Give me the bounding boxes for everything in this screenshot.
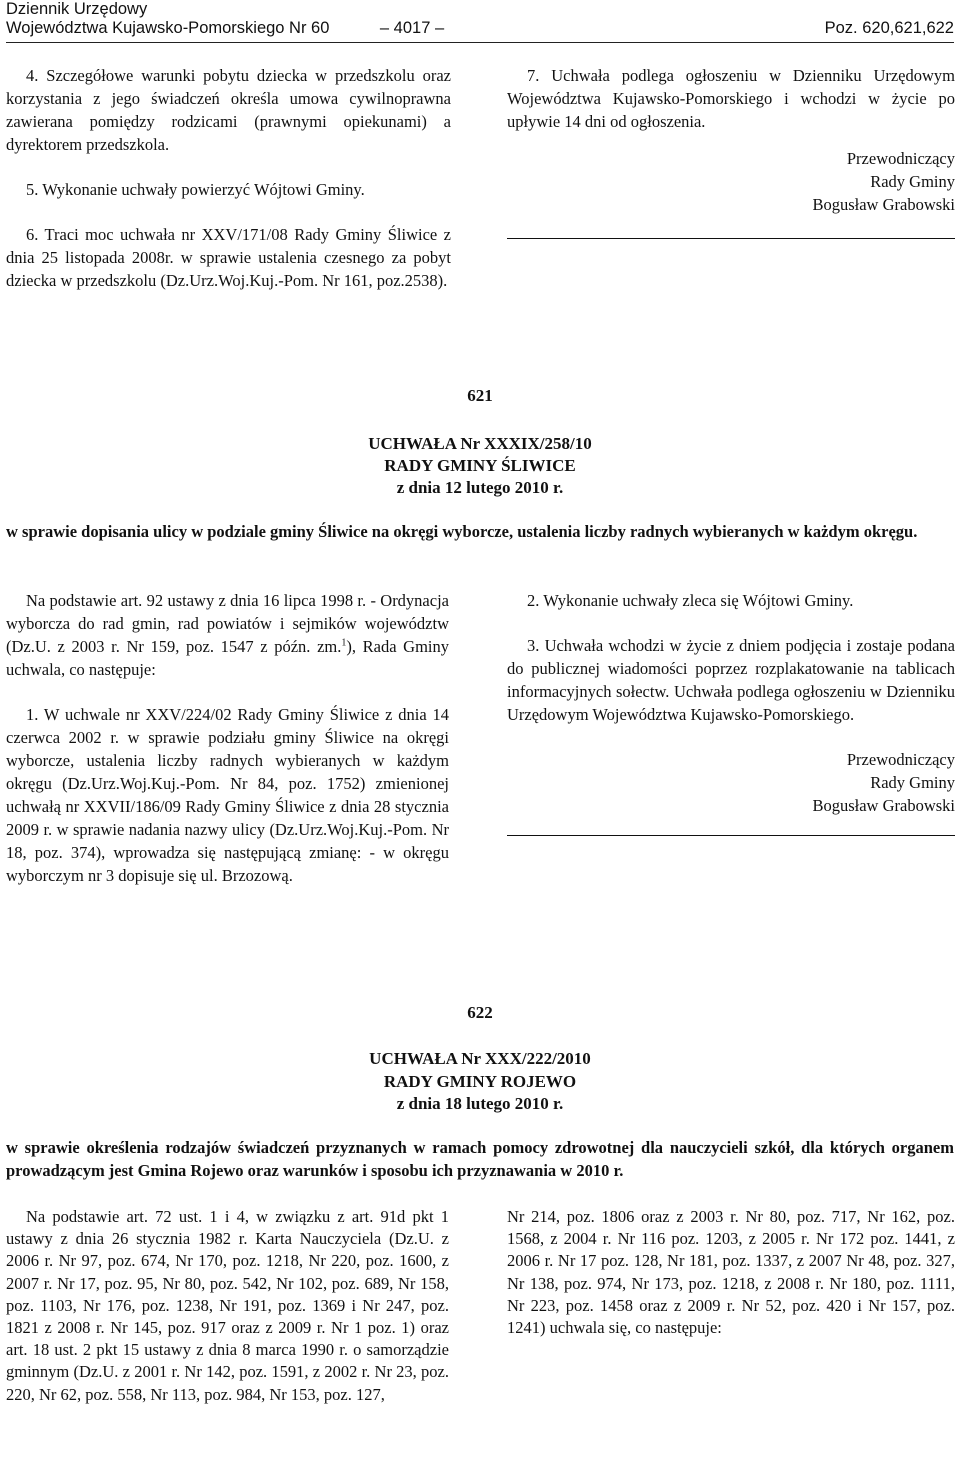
section-end-rule xyxy=(507,835,955,836)
resolution-622-council: RADY GMINY ROJEWO xyxy=(383,1072,577,1091)
header-divider xyxy=(6,42,954,43)
basis-text-a: Na podstawie art. 92 ustawy z dnia 16 lipca 1998 r. - Ordynacja wyborcza do rad gmin, rad powiatów i sejmików województw (Dz.U. z 2003 r. Nr 159, poz. 1547 z późn. zm. xyxy=(6,591,449,656)
resolution-621-council: RADY GMINY ŚLIWICE xyxy=(384,456,576,475)
journal-title-line2: Województwa Kujawsko-Pomorskiego Nr 60 xyxy=(6,19,330,37)
paragraph-4: 4. Szczegółowe warunki pobytu dziecka w przedszkolu oraz korzystania z jego świadczeń określa umowa cywilnoprawna zawierana pomiędzy rodzicami (prawnymi opiekunami) a dyrektorem przedszkola. xyxy=(6,66,451,154)
signature-body: Rady Gminy xyxy=(870,172,955,191)
resolution-621-number: 621 xyxy=(467,386,493,405)
journal-title-line1: Dziennik Urzędowy xyxy=(6,0,148,18)
resolution-621-basis xyxy=(6,589,449,681)
top-right-column xyxy=(507,64,955,239)
signature-title: Przewodniczący xyxy=(846,750,955,769)
section-end-rule xyxy=(507,238,955,239)
resolution-622-title: UCHWAŁA Nr XXX/222/2010 xyxy=(369,1049,591,1068)
resolution-622-subject: w sprawie określenia rodzajów świadczeń przyznanych w ramach pomocy zdrowotnej dla nauczycieli szkół, dla których organem prowadzącym jest Gmina Rojewo oraz warunków i sposobu ich przyznawania w 2010 r. xyxy=(6,1138,954,1180)
signature-name: Bogusław Grabowski xyxy=(812,796,955,815)
signature-name: Bogusław Grabowski xyxy=(812,195,955,214)
resolution-621-subject: w sprawie dopisania ulicy w podziale gminy Śliwice na okręgi wyborcze, ustalenia liczby radnych wybieranych w każdym okręgu. xyxy=(6,522,918,541)
signature-title: Przewodniczący xyxy=(846,149,955,168)
position-numbers: Poz. 620,621,622 xyxy=(824,19,954,37)
resolution-621-left-column xyxy=(6,589,449,887)
paragraph-7: 7. Uchwała podlega ogłoszeniu w Dzienniku Urzędowym Województwa Kujawsko-Pomorskiego i wchodzi w życie po upływie 14 dni od ogłoszenia. xyxy=(507,66,955,131)
resolution-621-title: UCHWAŁA Nr XXXIX/258/10 xyxy=(368,434,592,453)
resolution-622-date: z dnia 18 lutego 2010 r. xyxy=(396,1094,564,1113)
resolution-621-section-1: 1. W uchwale nr XXV/224/02 Rady Gminy Śliwice z dnia 14 czerwca 2002 r. w sprawie podziału gminy Śliwice na okręgi wyborcze, ustalenia liczby radnych wybieranych w każdym okręgu (Dz.Urz.Woj.Kuj.-Pom. Nr 84, poz. 1752) zmienionej uchwałą nr XXVII/186/09 Rady Gminy Śliwice z dnia 28 stycznia 2009 r. w sprawie nadania nazwy ulicy (Dz.Urz.Woj.Kuj.-Pom. Nr 18, poz. 374), wprowadza się następującą zmianę: - w okręgu wyborczym nr 3 dopisuje się ul. Brzozową. xyxy=(6,705,449,885)
resolution-621-right-column xyxy=(507,589,955,836)
resolution-621-section-3: 3. Uchwała wchodzi w życie z dniem podjęcia i zostaje podana do publicznej wiadomości poprzez rozplakatowanie na tablicach informacyjnych sołectw. Uchwała podlega ogłoszeniu w Dzienniku Urzędowym Województwa Kujawsko-Pomorskiego. xyxy=(507,636,955,724)
basis-text-b: ), Rada Gminy uchwala, co następuje: xyxy=(6,637,449,679)
signature-block-620 xyxy=(507,147,955,216)
resolution-622-basis-part1: Na podstawie art. 72 ust. 1 i 4, w związku z art. 91d pkt 1 ustawy z dnia 26 stycznia 1982 r. Karta Nauczyciela (Dz.U. z 2006 r. Nr 97, poz. 674, Nr 170, poz. 1218, Nr 220, poz. 1600, z 2007 r. Nr 17, poz. 95, Nr 80, poz. 542, Nr 102, poz. 689, Nr 158, poz. 1103, Nr 176, poz. 1238, Nr 191, poz. 1369 i Nr 247, poz. 1821 z 2008 r. Nr 145, poz. 917 oraz z 2009 r. Nr 1 poz. 1) oraz art. 18 ust. 2 pkt 15 ustawy z dnia 8 marca 1990 r. o samorządzie gminnym (Dz.U. z 2001 r. Nr 142, poz. 1591, z 2002 r. Nr 23, poz. 220, Nr 62, poz. 558, Nr 113, poz. 984, Nr 153, poz. 127, xyxy=(6,1207,449,1404)
paragraph-6: 6. Traci moc uchwała nr XXV/171/08 Rady Gminy Śliwice z dnia 25 listopada 2008r. w sprawie ustalenia czesnego za pobyt dziecka w przedszkolu (Dz.Urz.Woj.Kuj.-Pom. Nr 161, poz.2538). xyxy=(6,225,451,290)
paragraph-5: 5. Wykonanie uchwały powierzyć Wójtowi Gminy. xyxy=(26,180,365,199)
signature-body: Rady Gminy xyxy=(870,773,955,792)
page-header xyxy=(6,0,954,38)
resolution-622-left-column xyxy=(6,1206,449,1406)
resolution-622-basis-part2: Nr 214, poz. 1806 oraz z 2003 r. Nr 80, poz. 717, Nr 162, poz. 1568, z 2004 r. Nr 116 poz. 1203, z 2005 r. Nr 172 poz. 1441, z 2006 r. Nr 17 poz. 128, Nr 181, poz. 1337, z 2007 Nr 48, poz. 327, Nr 138, poz. 974, Nr 173, poz. 1218, z 2008 r. Nr 180, poz. 1111, Nr 223, poz. 1458 oraz z 2009 r. Nr 52, poz. 420 i Nr 157, poz. 1241) uchwala się, co następuje: xyxy=(507,1207,955,1338)
page-number: – 4017 – xyxy=(379,19,445,37)
top-left-column xyxy=(6,64,451,292)
resolution-622-number: 622 xyxy=(467,1003,493,1022)
signature-block-621 xyxy=(507,748,955,817)
resolution-621-date: z dnia 12 lutego 2010 r. xyxy=(396,478,564,497)
resolution-621-section-2: 2. Wykonanie uchwały zleca się Wójtowi Gminy. xyxy=(527,591,854,610)
footnote-ref: 1 xyxy=(341,637,347,649)
resolution-622-right-column xyxy=(507,1206,955,1339)
